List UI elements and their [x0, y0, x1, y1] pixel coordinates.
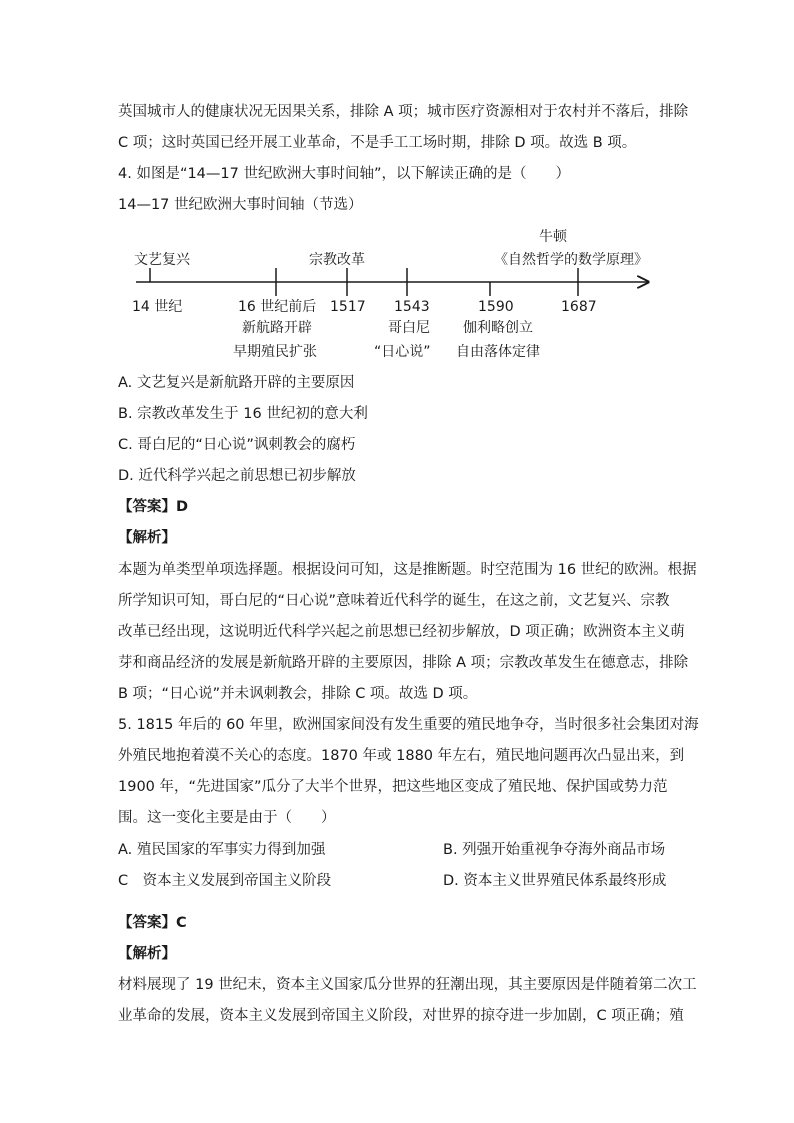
label-copernicus: 哥白尼 [388, 320, 430, 336]
timeline-caption: 14—17 世纪欧洲大事时间轴（节选） [118, 197, 363, 213]
analysis-line: B 项；“日心说”并未讽刺教会，排除 C 项。故选 D 项。 [118, 686, 478, 702]
tick-label-1590: 1590 [478, 299, 514, 315]
analysis-label: 【解析】 [118, 946, 176, 962]
label-new-route: 新航路开辟 [242, 320, 312, 336]
analysis-line: 本题为单类型单项选择题。根据设问可知，这是推断题。时空范围为 16 世纪的欧洲。根据 [118, 562, 697, 578]
analysis-line: 改革已经出现，这说明近代科学兴起之前思想已经初步解放，D 项正确；欧洲资本主义萌 [118, 624, 685, 640]
option-c: C. 哥白尼的“日心说”讽刺教会的腐朽 [118, 437, 356, 453]
label-principia: 《自然哲学的数学原理》 [494, 252, 648, 268]
tick-label-1543: 1543 [394, 299, 430, 315]
analysis-line: 材料展现了 19 世纪末，资本主义国家瓜分世界的狂潮出现，其主要原因是伴随着第二次工 [118, 977, 697, 993]
option-d: D. 资本主义世界殖民体系最终形成 [443, 873, 667, 889]
question-5-stem: 1900 年，“先进国家”瓜分了大半个世界，把这些地区变成了殖民地、保护国或势力范 [118, 779, 668, 795]
label-free-fall: 自由落体定律 [456, 344, 540, 360]
question-5-stem: 5. 1815 年后的 60 年里，欧洲国家间没有发生重要的殖民地争夺，当时很多社会集团对海 [118, 717, 699, 733]
label-galileo: 伽利略创立 [463, 320, 533, 336]
tick-label-1517: 1517 [330, 299, 366, 315]
analysis-line: 芽和商品经济的发展是新航路开辟的主要原因，排除 A 项；宗教改革发生在德意志，排除 [118, 655, 689, 671]
label-heliocentric: “日心说” [374, 344, 431, 360]
option-a: A. 文艺复兴是新航路开辟的主要原因 [118, 375, 355, 391]
label-reformation: 宗教改革 [309, 252, 365, 268]
tick-label-16th-century: 16 世纪前后 [238, 299, 317, 315]
analysis-line: 业革命的发展，资本主义发展到帝国主义阶段，对世界的掠夺进一步加剧，C 项正确；殖 [118, 1008, 684, 1024]
tick-label-14th-century: 14 世纪 [132, 299, 183, 315]
timeline-figure [118, 222, 678, 367]
text-line: C 项；这时英国已经开展工业革命，不是手工工场时期，排除 D 项。故选 B 项。 [118, 135, 637, 151]
analysis-label: 【解析】 [118, 530, 176, 546]
option-a: A. 殖民国家的军事实力得到加强 [118, 842, 326, 858]
answer-label: 【答案】C [118, 915, 187, 931]
option-b: B. 宗教改革发生于 16 世纪初的意大利 [118, 406, 368, 422]
label-renaissance: 文艺复兴 [134, 252, 190, 268]
label-colonial: 早期殖民扩张 [233, 344, 317, 360]
question-5-stem: 外殖民地抱着漠不关心的态度。1870 年或 1880 年左右，殖民地问题再次凸显出来，到 [118, 748, 685, 764]
question-4-stem: 4. 如图是“14—17 世纪欧洲大事时间轴”，以下解读正确的是（ ） [118, 166, 570, 182]
tick-label-1687: 1687 [561, 299, 597, 315]
option-c: C 资本主义发展到帝国主义阶段 [118, 873, 332, 889]
analysis-line: 所学知识可知，哥白尼的“日心说”意味着近代科学的诞生，在这之前，文艺复兴、宗教 [118, 593, 670, 609]
label-newton: 牛顿 [539, 229, 567, 245]
option-b: B. 列强开始重视争夺海外商品市场 [443, 842, 666, 858]
option-d: D. 近代科学兴起之前思想已初步解放 [118, 468, 356, 484]
answer-label: 【答案】D [118, 499, 189, 515]
text-line: 英国城市人的健康状况无因果关系，排除 A 项；城市医疗资源相对于农村并不落后，排除 [118, 104, 689, 120]
question-5-stem: 围。这一变化主要是由于（ ） [118, 810, 336, 826]
